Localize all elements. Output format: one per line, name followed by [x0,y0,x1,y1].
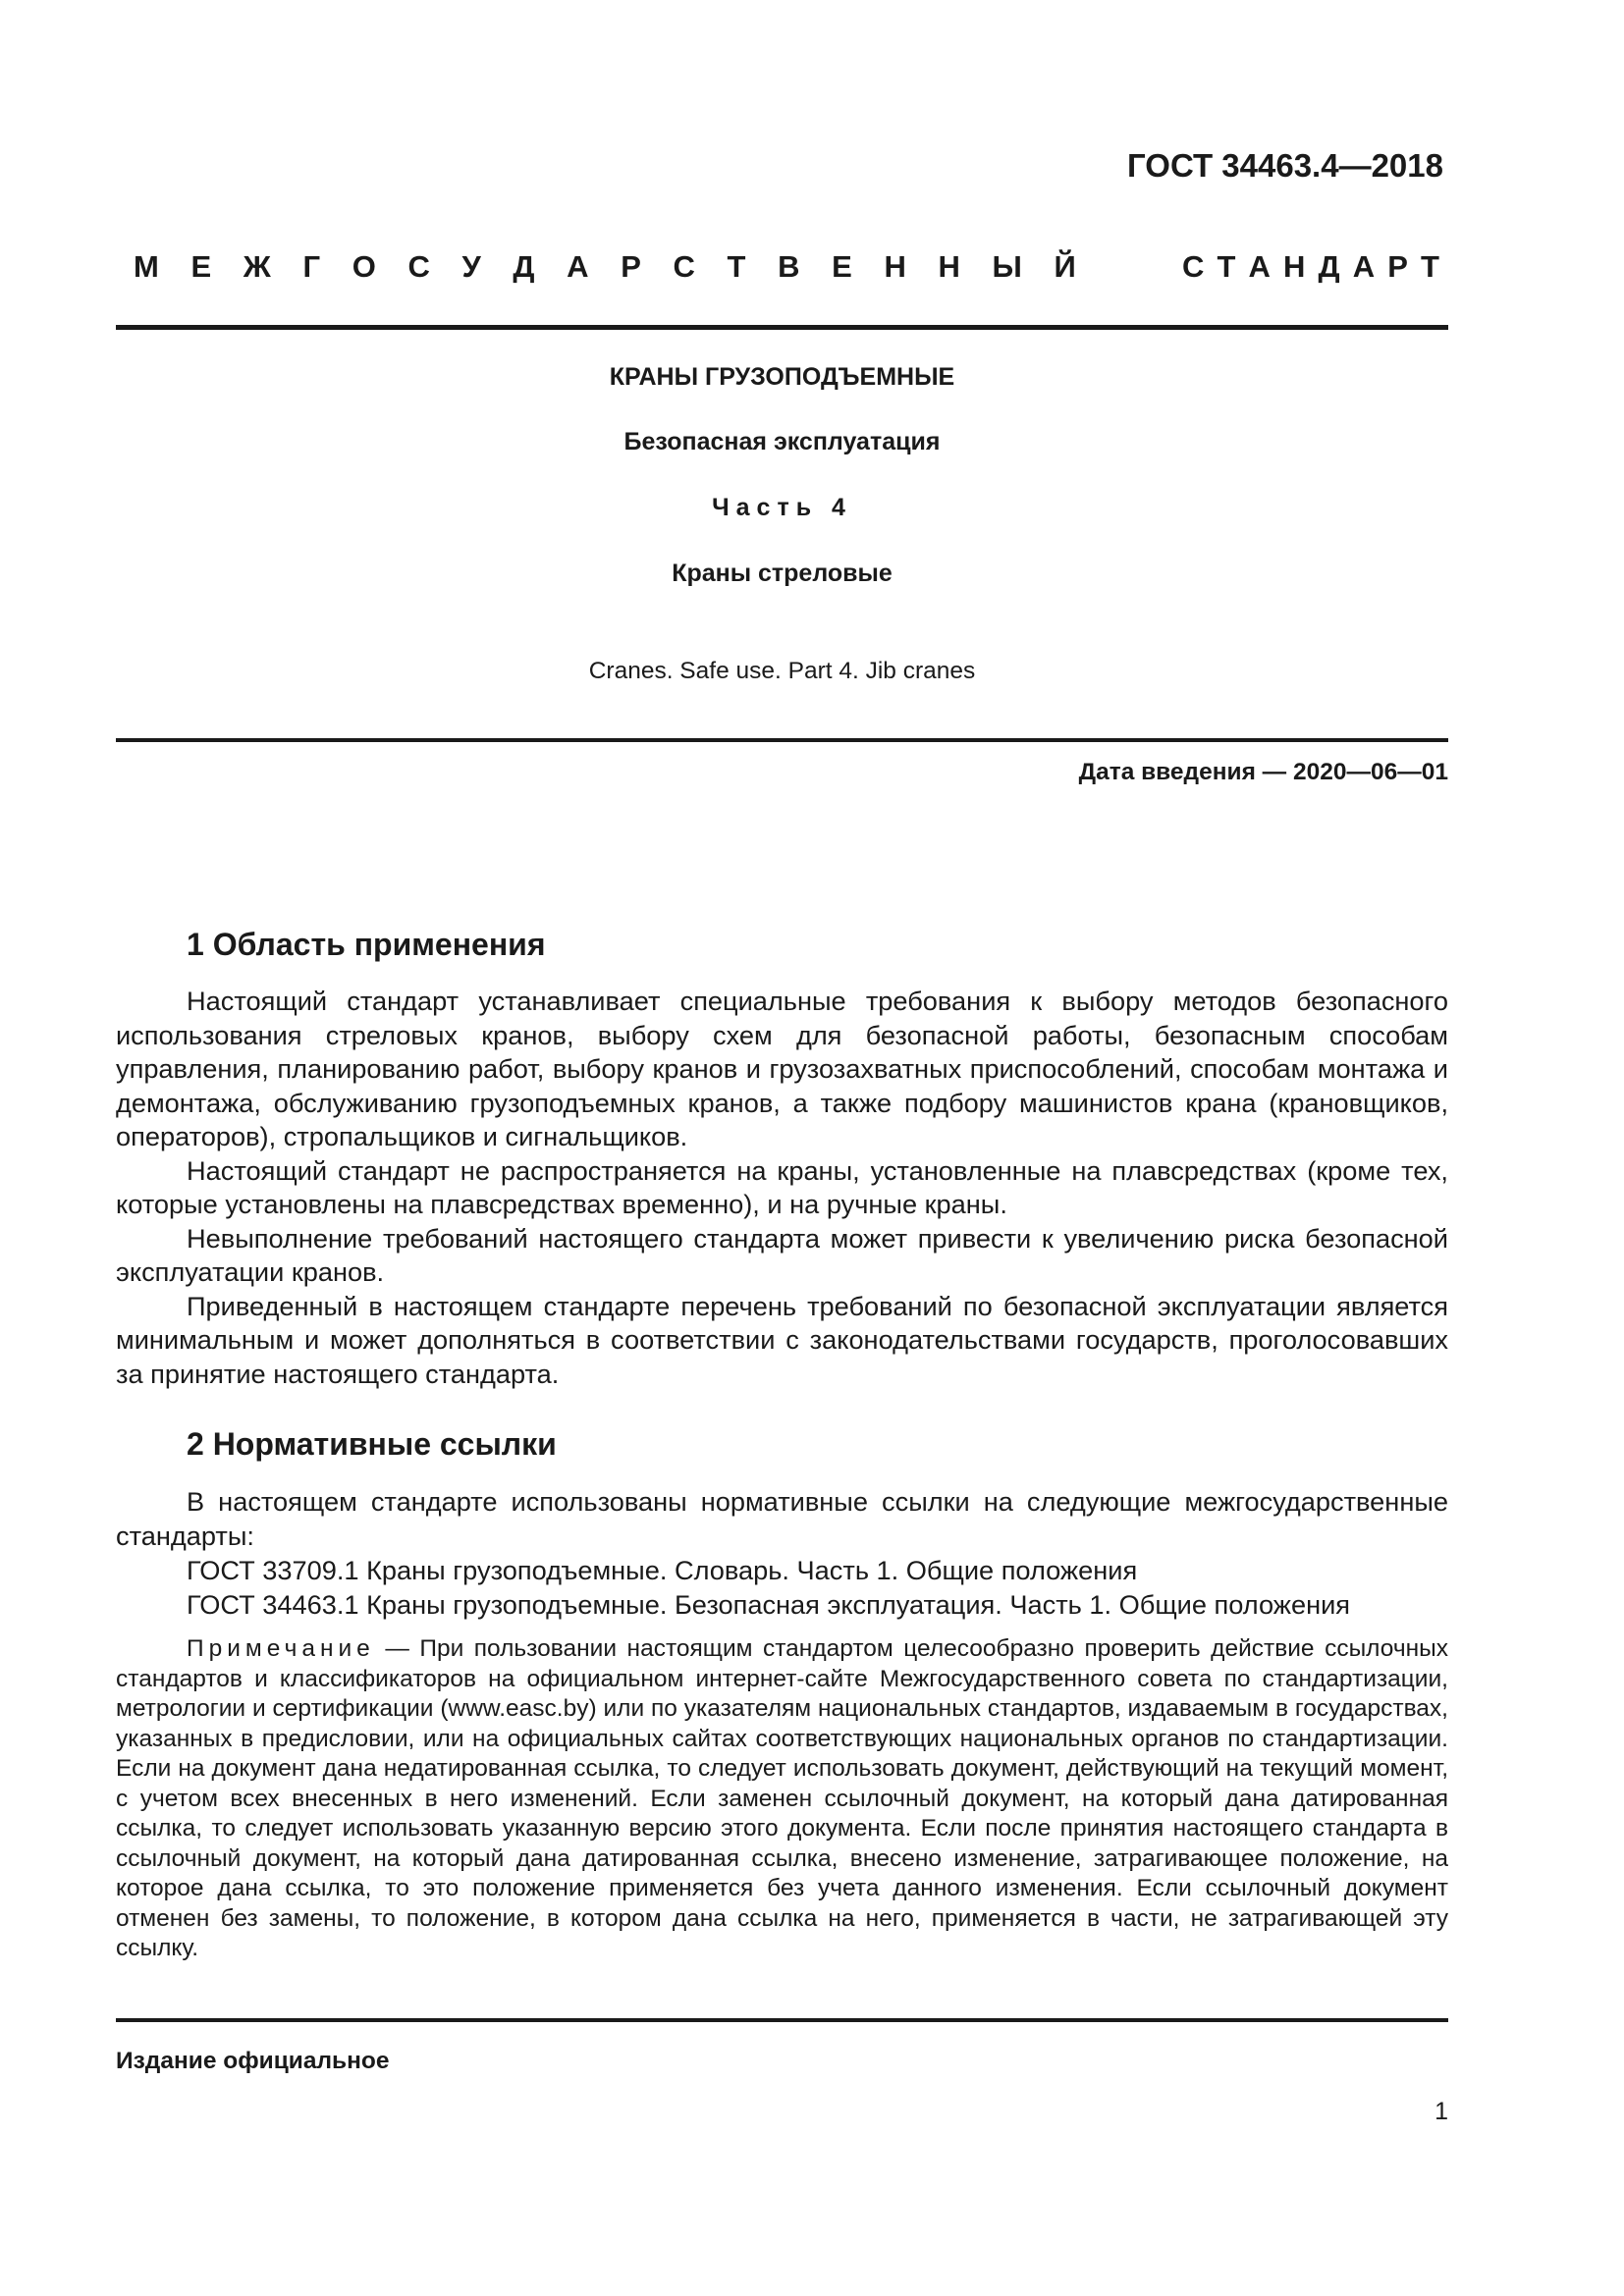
letter: М [134,249,159,284]
section-body-normative-refs [116,1485,1448,1553]
letter: Н [884,249,906,284]
reference-list [187,1554,1350,1622]
paragraph: Настоящий стандарт не распространяется на краны, установленные на плавсредствах (кроме тех, которые установлены на плавсредствах временно), и на ручные краны. [116,1154,1448,1219]
letter: Й [1054,249,1076,284]
letter: А [567,249,589,284]
letter: С [407,249,430,284]
letter: Т [727,249,746,284]
reference-item: ГОСТ 33709.1 Краны грузоподъемные. Словарь. Часть 1. Общие положения [187,1555,1138,1585]
letter: Е [190,249,212,284]
letter: А [1352,249,1376,284]
reference-item: ГОСТ 34463.1 Краны грузоподъемные. Безопасная эксплуатация. Часть 1. Общие положения [187,1588,1351,1620]
section-body-scope [116,985,1448,1391]
section-heading-normative-refs: 2 Нормативные ссылки [187,1426,557,1462]
letter: Е [832,249,852,284]
letter: Д [1318,249,1340,284]
document-code: ГОСТ 34463.4—2018 [1127,147,1443,184]
letter: Н [938,249,960,284]
document-title: КРАНЫ ГРУЗОПОДЪЕМНЫЕ [609,363,955,391]
letter: Т [1217,249,1236,284]
section-heading-scope: 1 Область применения [187,927,546,962]
letter: С [1182,249,1205,284]
note-label: Примечание [187,1635,375,1662]
letter: Г [302,249,321,284]
title-divider [116,738,1448,742]
letter: О [352,249,376,284]
paragraph: В настоящем стандарте использованы нормативные ссылки на следующие межгосударственные стандарты: [116,1486,1448,1551]
paragraph: Приведенный в настоящем стандарте перечень требований по безопасной эксплуатации является минимальным и может дополняться в соответствии с законодательствами государств, проголосовавших за принятие настоящего стандарта. [116,1290,1448,1389]
letter: Р [1387,249,1408,284]
letter: В [778,249,800,284]
standard-type-heading [116,249,1446,285]
letter: Ы [992,249,1022,284]
document-subtitle: Безопасная эксплуатация [623,428,941,455]
letter: Д [513,249,535,284]
letter: А [1248,249,1271,284]
paragraph: Невыполнение требований настоящего стандарта может привести к увеличению риска безопасной эксплуатации кранов. [116,1222,1448,1287]
note-text: — При пользовании настоящим стандартом целесообразно проверить действие ссылочных стандартов и классификаторов на официальном интернет-сайте Межгосударственного совета по стандартизации, метрологии и сертификации (www.easc.by) или по указателям национальных стандартов, издаваемым в государствах, указанных в предисловии, или на официальных сайтах соответствующих национальных органов по стандартизации. Если на документ дана недатированная ссылка, то следует использовать документ, действующий на текущий момент, с учетом всех внесенных в него изменений. Если заменен ссылочный документ, на который дана датированная ссылка, то следует использовать указанную версию этого документа. Если после принятия настоящего стандарта в ссылочный документ, на который дана датированная ссылка, внесено изменение, затрагивающее положение, на которое дана ссылка, то это положение применяется без учета данного изменения. Если ссылочный документ отменен без замены, то положение, в котором дана ссылка на него, применяется в части, не затрагивающей эту ссылку. [116,1635,1448,1961]
paragraph: Настоящий стандарт устанавливает специальные требования к выбору методов безопасного использования стреловых кранов, выбору схем для безопасной работы, безопасным способам управления, планированию работ, выбору кранов и грузозахватных приспособлений, способам монтажа и демонтажа, обслуживанию грузоподъемных кранов, а также подбору машинистов крана (крановщиков, операторов), стропальщиков и сигнальщиков. [116,986,1448,1151]
letter: Ж [243,249,271,284]
letter: С [673,249,695,284]
letter: Т [1421,249,1439,284]
letter: Н [1283,249,1306,284]
standard-type-word-2 [1182,249,1439,285]
part-number: Часть 4 [712,494,852,521]
note [116,1634,1448,1964]
top-divider [116,325,1448,330]
part-title: Краны стреловые [672,560,893,587]
footer-divider [116,2018,1448,2022]
introduction-date: Дата введения — 2020—06—01 [1078,759,1448,785]
edition-label: Издание официальное [116,2048,390,2074]
standard-type-word-1 [134,249,1076,285]
letter: Р [621,249,641,284]
english-title: Cranes. Safe use. Part 4. Jib cranes [588,658,976,684]
letter: У [461,249,481,284]
page-number: 1 [1435,2098,1448,2125]
